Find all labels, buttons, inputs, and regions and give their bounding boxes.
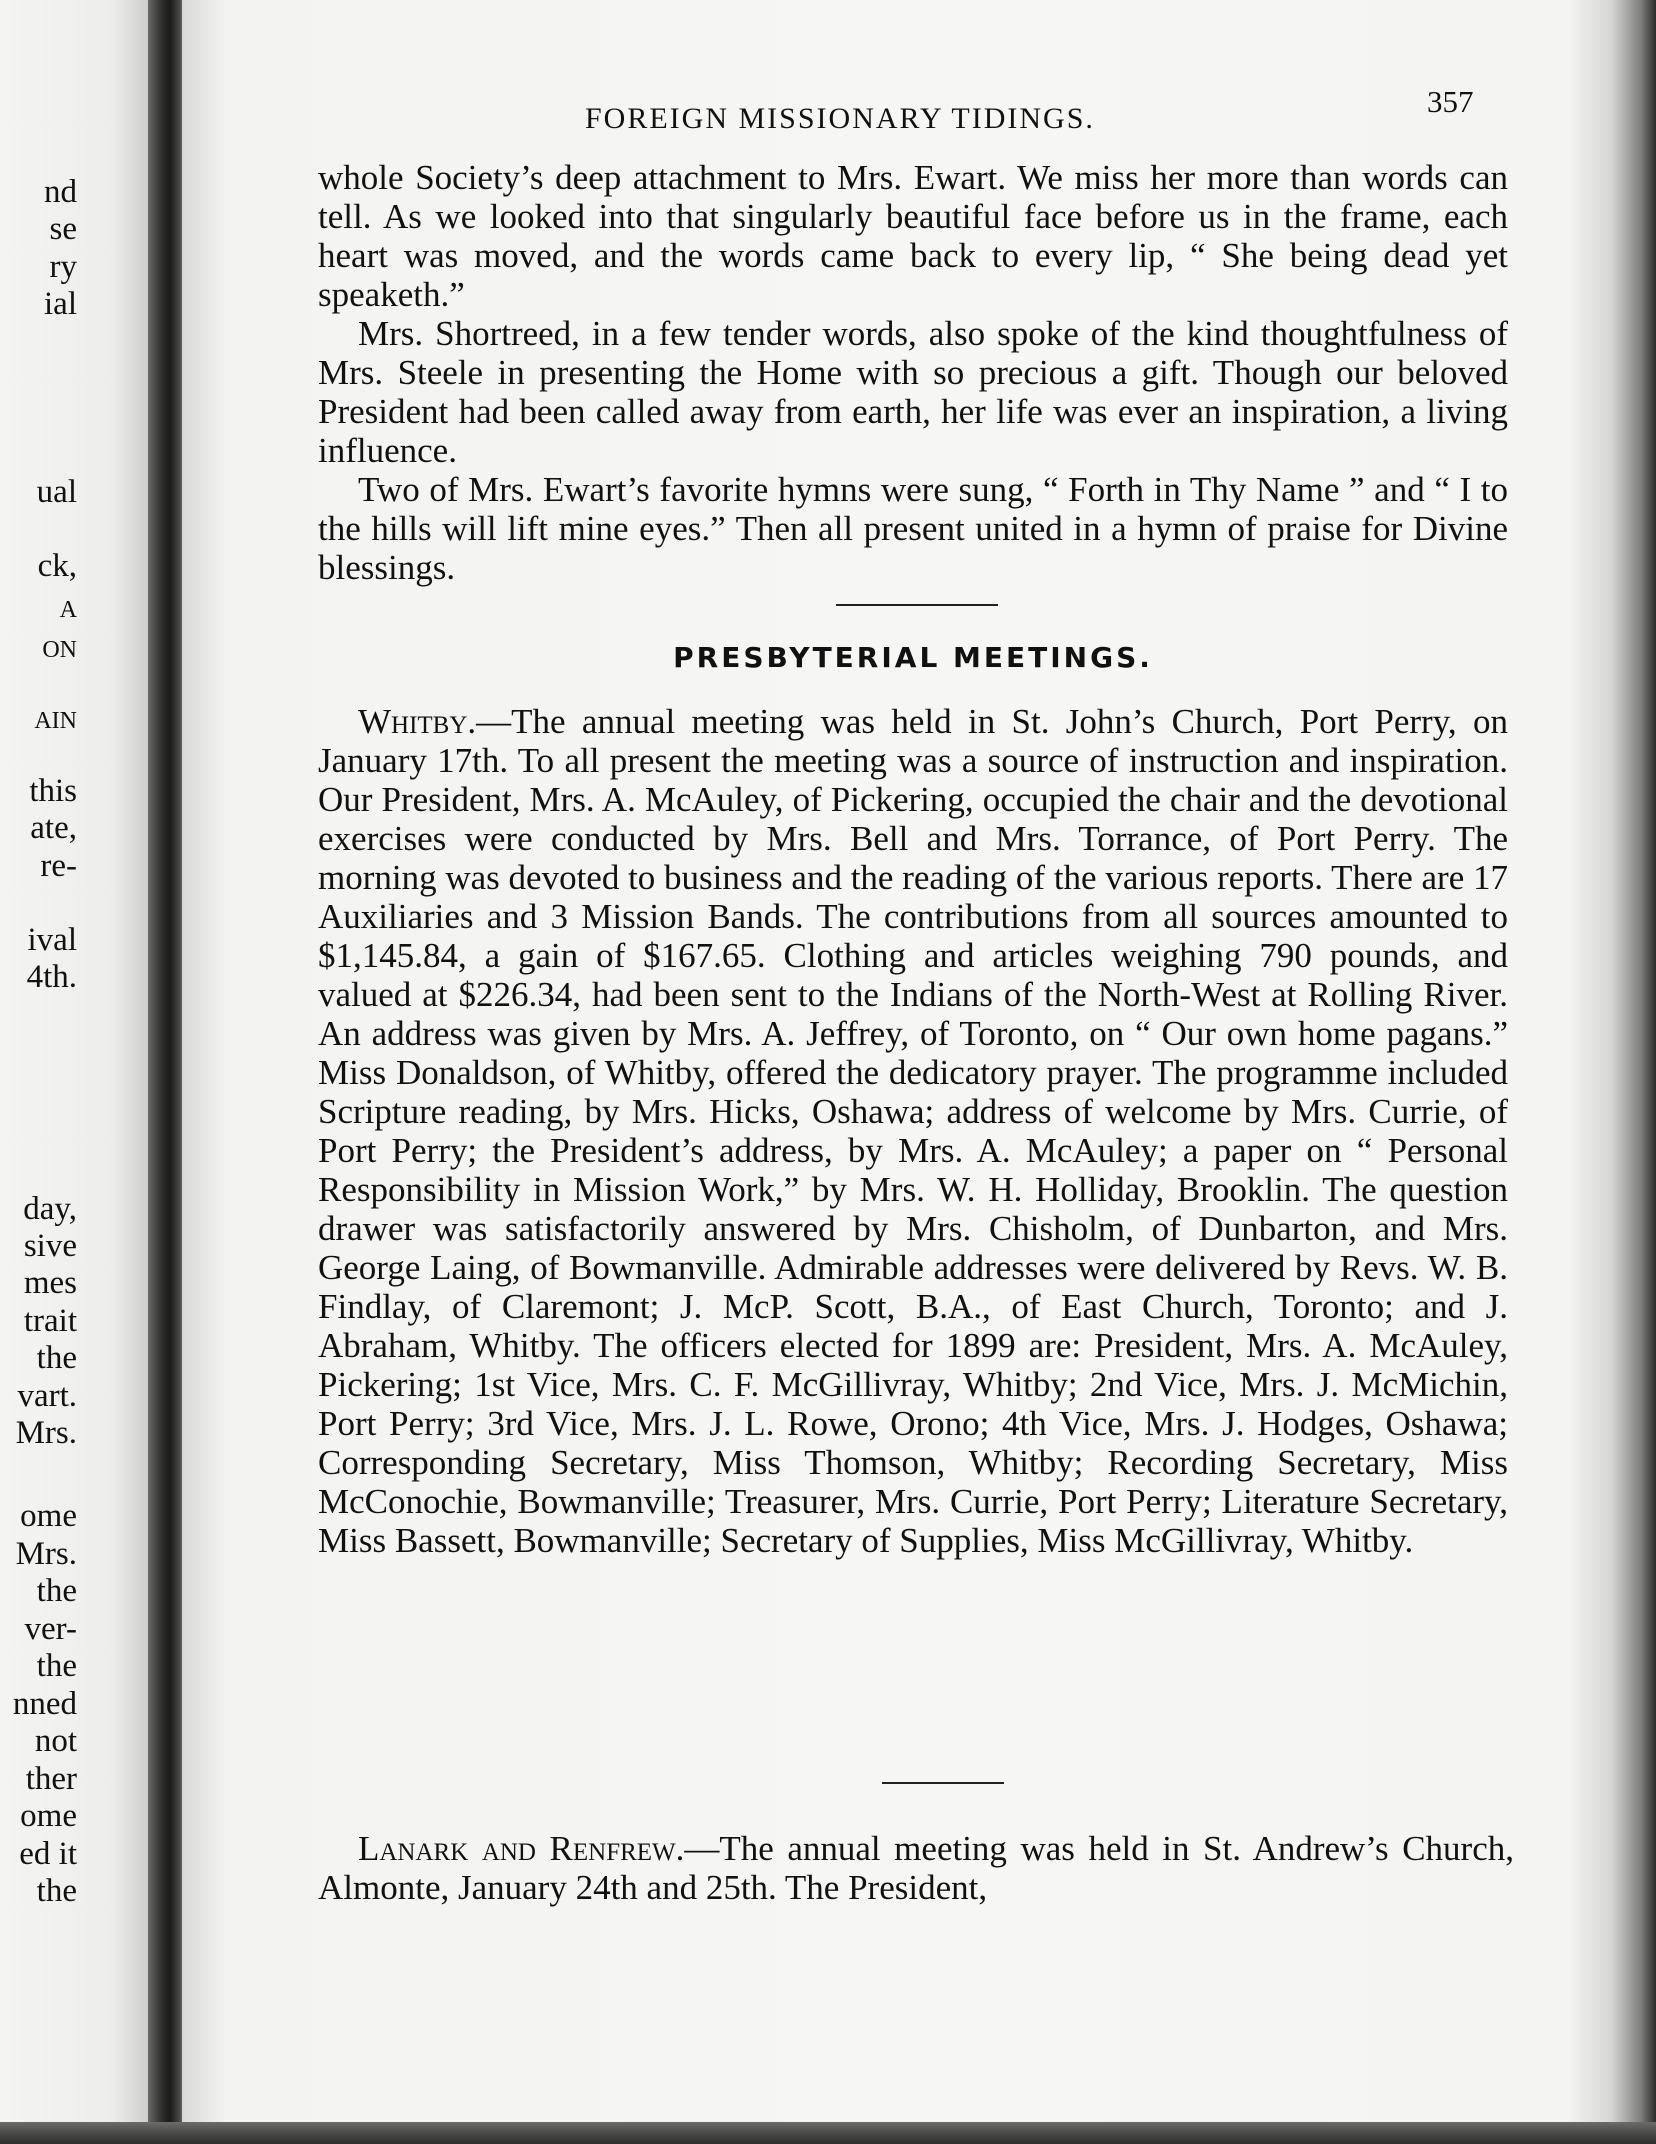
left-page-fragment: ome xyxy=(20,1498,77,1534)
report-text: .—The annual meeting was held in St. Andrew’s Church, Almonte, January 24th and 25th. The President, xyxy=(318,1829,1514,1907)
left-page-fragment: the xyxy=(36,1873,77,1909)
left-page-fragment: 4th. xyxy=(26,959,77,995)
left-page-fragment: ver- xyxy=(24,1611,77,1647)
report-lanark-renfrew xyxy=(318,1829,1514,1907)
left-page-fragment: ual xyxy=(36,474,77,510)
left-page-fragment: the xyxy=(36,1573,77,1609)
left-page-fragment: re- xyxy=(40,848,77,884)
running-head: FOREIGN MISSIONARY TIDINGS. xyxy=(585,102,1095,135)
paragraph xyxy=(318,1829,1514,1907)
section-divider xyxy=(836,604,998,606)
article-continued xyxy=(318,158,1508,587)
left-page-fragment: ome xyxy=(20,1798,77,1834)
left-page-fragment: Mrs. xyxy=(15,1415,77,1451)
left-page-fragment: ck, xyxy=(37,548,77,584)
left-page-fragment: ival xyxy=(27,922,77,958)
left-page-fragment: nd xyxy=(44,174,77,210)
left-page-fragment: the xyxy=(36,1648,77,1684)
paragraph: whole Society’s deep attachment to Mrs. Ewart. We miss her more than words can tell. As we looked into that singularly beautiful face before us in the frame, each heart was moved, and the words came back to every lip, “ She being dead yet speaketh.” xyxy=(318,158,1508,314)
presbytery-name: Whitby xyxy=(358,702,468,741)
left-page-fragment: A xyxy=(59,597,77,623)
left-page-fragment: ON xyxy=(42,637,77,663)
left-page-fragment: not xyxy=(34,1723,77,1759)
paragraph: Mrs. Shortreed, in a few tender words, also spoke of the kind thoughtfulness of Mrs. Steele in presenting the Home with so precious a gift. Though our beloved President had been called away from earth, her life was ever an inspiration, a living influence. xyxy=(318,314,1508,470)
paragraph: Two of Mrs. Ewart’s favorite hymns were sung, “ Forth in Thy Name ” and “ I to the hills will lift mine eyes.” Then all present united in a hymn of praise for Divine blessings. xyxy=(318,470,1508,587)
left-page-fragment: trait xyxy=(23,1303,77,1339)
left-page-fragment: ial xyxy=(44,286,77,322)
left-page-fragment: day, xyxy=(23,1191,77,1227)
page-bottom-edge xyxy=(0,2122,1656,2144)
left-page-fragment: AIN xyxy=(34,708,77,734)
left-page-fragment: mes xyxy=(23,1265,77,1301)
left-page-fragment: the xyxy=(36,1340,77,1376)
presbytery-name: Lanark and Renfrew xyxy=(358,1829,676,1868)
left-page-fragment: ed it xyxy=(19,1836,77,1872)
previous-page-edge xyxy=(0,0,160,2144)
section-divider xyxy=(882,1782,1004,1784)
left-page-fragment: sive xyxy=(23,1228,77,1264)
section-title: PRESBYTERIAL MEETINGS. xyxy=(673,641,1153,674)
paragraph xyxy=(318,702,1508,1560)
left-page-fragment: nned xyxy=(12,1686,77,1722)
left-page-fragment: se xyxy=(49,211,77,247)
page-number: 357 xyxy=(1427,84,1474,119)
left-page-fragment: ate, xyxy=(30,810,77,846)
left-page-fragment: ry xyxy=(49,249,77,285)
report-text: .—The annual meeting was held in St. John’s Church, Port Perry, on January 17th. To all present the meeting was a source of instruction and inspiration. Our President, Mrs. A. McAuley, of Pickering, occupied the chair and the devotional exercises were conducted by Mrs. Bell and Mrs. Torrance, of Port Perry. The morning was devoted to business and the reading of the various reports. There are 17 Auxiliaries and 3 Mission Bands. The contributions from all sources amounted to $1,145.84, a gain of $167.65. Clothing and articles weighing 790 pounds, and valued at $226.34, had been sent to the Indians of the North-West at Rolling River. An address was given by Mrs. A. Jeffrey, of Toronto, on “ Our own home pagans.” Miss Donaldson, of Whitby, offered the dedicatory prayer. The programme included Scripture reading, by Mrs. Hicks, Oshawa; address of welcome by Mrs. Currie, of Port Perry; the President’s address, by Mrs. A. McAuley; a paper on “ Personal Responsibility in Mission Work,” by Mrs. W. H. Holliday, Brooklin. The question drawer was satisfactorily answered by Mrs. Chisholm, of Dunbarton, and Mrs. George Laing, of Bowmanville. Admirable addresses were delivered by Revs. W. B. Findlay, of Claremont; J. McP. Scott, B.A., of East Church, Toronto; and J. Abraham, Whitby. The officers elected for 1899 are: President, Mrs. A. McAuley, Pickering; 1st Vice, Mrs. C. F. McGillivray, Whitby; 2nd Vice, Mrs. J. McMichin, Port Perry; 3rd Vice, Mrs. J. L. Rowe, Orono; 4th Vice, Mrs. J. Hodges, Oshawa; Corresponding Secretary, Miss Thomson, Whitby; Recording Secretary, Miss McConochie, Bowmanville; Treasurer, Mrs. Currie, Port Perry; Literature Secretary, Miss Bassett, Bowmanville; Secretary of Supplies, Miss McGillivray, Whitby. xyxy=(318,702,1508,1560)
left-page-fragment: this xyxy=(29,773,77,809)
left-page-fragment: ther xyxy=(25,1761,77,1797)
left-page-fragment: Mrs. xyxy=(15,1536,77,1572)
report-whitby xyxy=(318,702,1508,1560)
left-page-fragment: vart. xyxy=(17,1378,77,1414)
